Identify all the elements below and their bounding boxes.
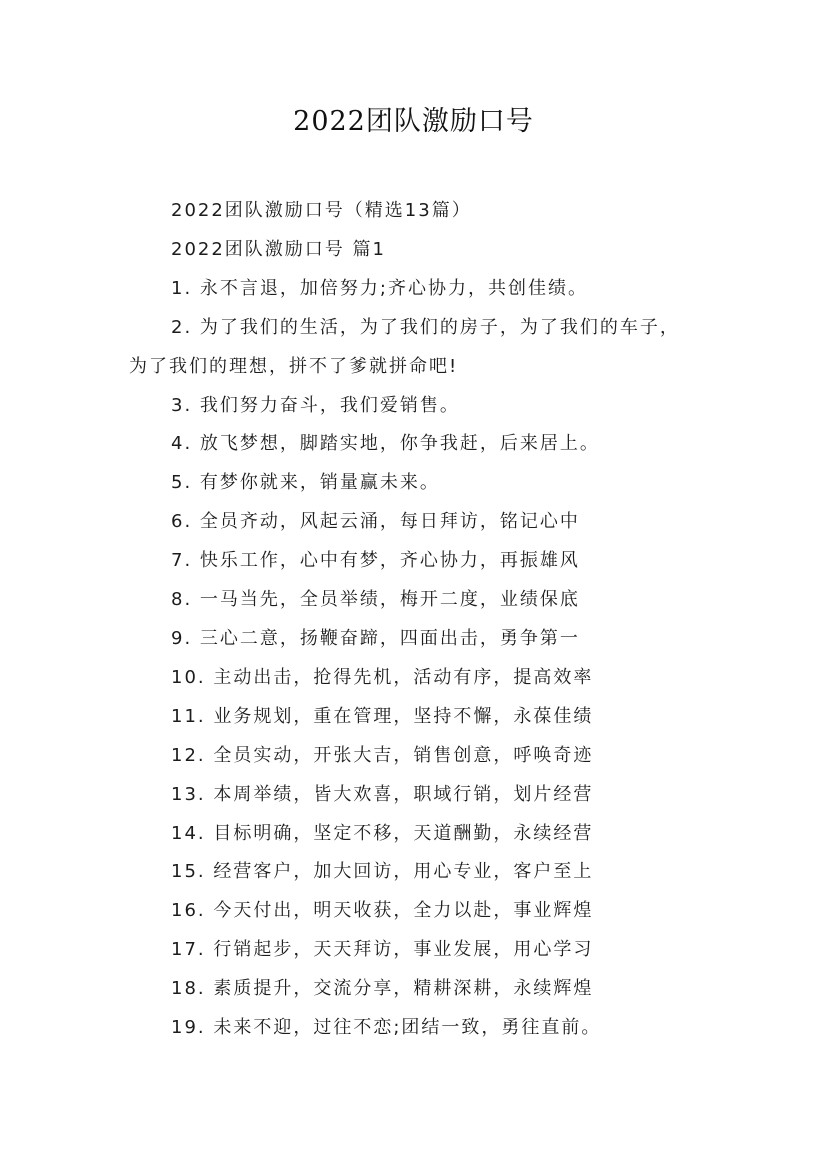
slogan-item: 3. 我们努力奋斗，我们爱销售。 (171, 394, 460, 416)
slogan-item: 12. 全员实动，开张大吉，销售创意，呼唤奇迹 (171, 744, 594, 766)
slogan-item: 8. 一马当先，全员举绩，梅开二度，业绩保底 (171, 589, 580, 611)
slogan-item: 9. 三心二意，扬鞭奋蹄，四面出击，勇争第一 (171, 627, 580, 649)
slogan-item: 19. 未来不迎，过往不恋;团结一致，勇往直前。 (171, 1017, 602, 1039)
document-subtitle: 2022团队激励口号（精选13篇） (171, 200, 472, 221)
slogan-item: 7. 快乐工作，心中有梦，齐心协力，再振雄风 (171, 550, 580, 572)
document-title: 2022团队激励口号 (293, 106, 534, 137)
slogan-item: 1. 永不言退，加倍努力;齐心协力，共创佳绩。 (171, 277, 588, 299)
slogan-item: 4. 放飞梦想，脚踏实地，你争我赶，后来居上。 (171, 433, 600, 455)
document-body (129, 192, 699, 1048)
slogan-item: 2. 为了我们的生活，为了我们的房子，为了我们的车子，为了我们的理想，拼不了爹就拼命吧! (129, 316, 680, 377)
slogan-item: 18. 素质提升，交流分享，精耕深耕，永续辉煌 (171, 978, 594, 1000)
slogan-item: 5. 有梦你就来，销量赢未来。 (171, 472, 440, 494)
slogan-item: 10. 主动出击，抢得先机，活动有序，提高效率 (171, 666, 594, 688)
slogan-item: 11. 业务规划，重在管理，坚持不懈，永葆佳绩 (171, 705, 594, 727)
slogan-item: 15. 经营客户，加大回访，用心专业，客户至上 (171, 861, 594, 883)
section-heading: 2022团队激励口号 篇1 (171, 238, 386, 260)
slogan-item: 14. 目标明确，坚定不移，天道酬勤，永续经营 (171, 822, 594, 844)
slogan-item: 16. 今天付出，明天收获，全力以赴，事业辉煌 (171, 900, 594, 922)
slogan-item: 6. 全员齐动，风起云涌，每日拜访，铭记心中 (171, 511, 580, 533)
slogan-item: 17. 行销起步，天天拜访，事业发展，用心学习 (171, 939, 594, 961)
slogan-item: 13. 本周举绩，皆大欢喜，职域行销，划片经营 (171, 783, 594, 805)
